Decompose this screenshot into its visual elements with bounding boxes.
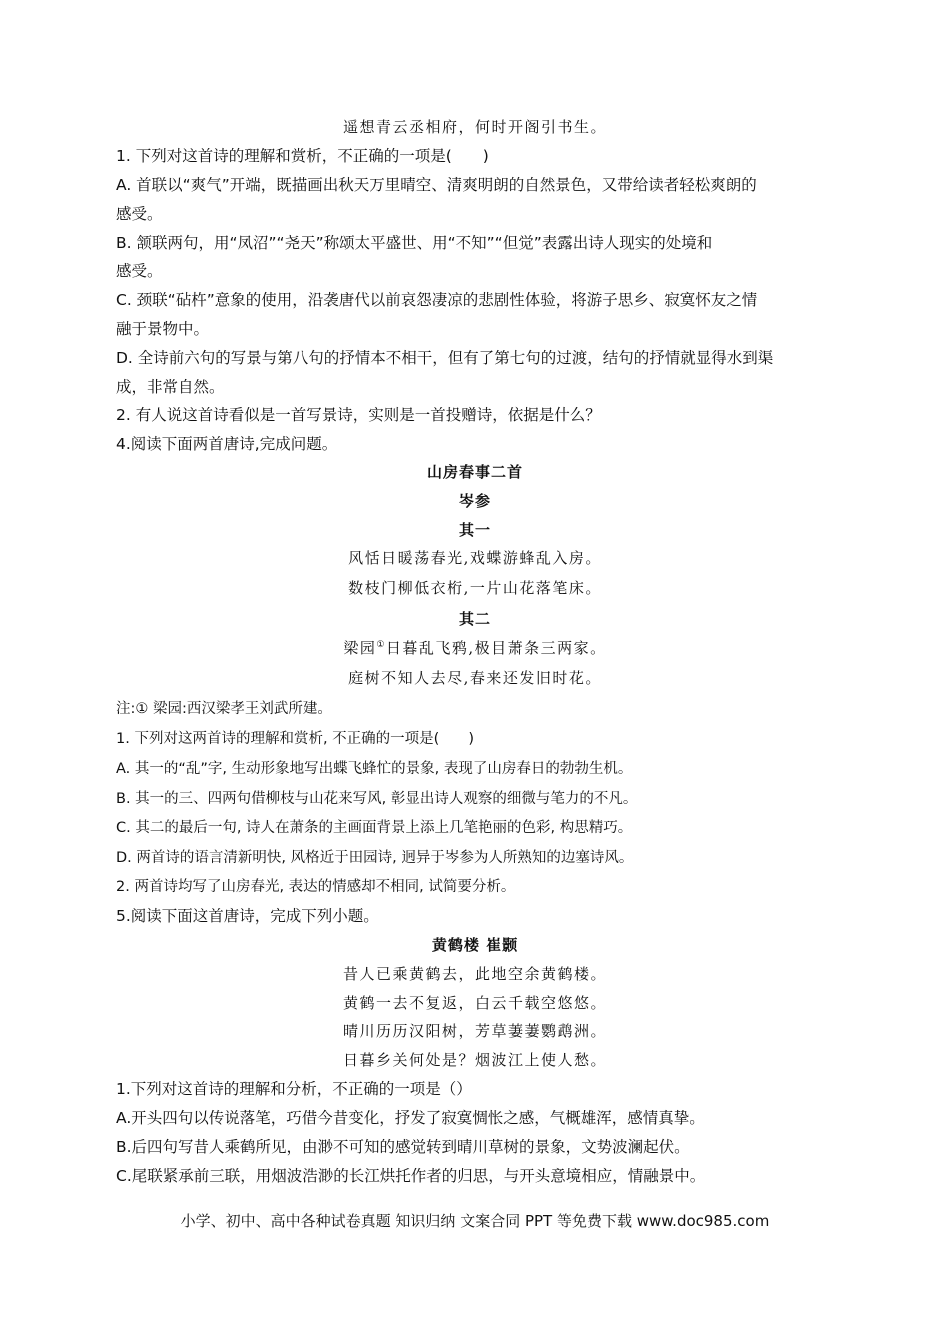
- question-2: 2. 有人说这首诗看似是一首写景诗，实则是一首投赠诗，依据是什么？: [116, 406, 601, 424]
- poem-2-line-2: 庭树不知人去尽,春来还发旧时花。: [348, 669, 602, 687]
- option-b: B.后四句写昔人乘鹤所见，由渺不可知的感觉转到晴川草树的景象，文势波澜起伏。: [116, 1138, 690, 1156]
- poem-2-line-1-rest: 日暮乱飞鸦,极目萧条三两家。: [385, 639, 607, 657]
- poem-1-line-1: 风恬日暖荡春光,戏蝶游蜂乱入房。: [348, 549, 602, 567]
- option-c: C.尾联紧承前三联，用烟波浩渺的长江烘托作者的归思，与开头意境相应，情融景中。: [116, 1167, 706, 1185]
- poem-line-4: 日暮乡关何处是？烟波江上使人愁。: [342, 1051, 607, 1069]
- option-a-line2: 感受。: [116, 205, 163, 223]
- option-d-line2: 成，非常自然。: [116, 378, 225, 396]
- question-1: 1. 下列对这两首诗的理解和赏析, 不正确的一项是( ): [116, 731, 474, 747]
- poem-2-line-1: [0, 638, 950, 658]
- section-4-heading: 4.阅读下面两首唐诗,完成问题。: [116, 435, 338, 453]
- poem-1-line-2: 数枝门柳低衣桁,一片山花落笔床。: [348, 579, 602, 597]
- poem-line-3: 晴川历历汉阳树，芳草萋萋鹦鹉洲。: [342, 1022, 607, 1040]
- footnote: 注:① 梁园:西汉梁孝王刘武所建。: [116, 701, 332, 717]
- poem-line-1: 昔人已乘黄鹤去，此地空余黄鹤楼。: [342, 965, 607, 983]
- poem-title: 黄鹤楼 崔颢: [431, 936, 519, 954]
- option-a: A. 其一的“乱”字, 生动形象地写出蝶飞蜂忙的景象, 表现了山房春日的勃勃生机。: [116, 761, 633, 777]
- poem-title: 山房春事二首: [426, 463, 523, 481]
- question-1: 1. 下列对这首诗的理解和赏析，不正确的一项是( ): [116, 147, 489, 165]
- option-b-line2: 感受。: [116, 262, 163, 280]
- poem-subtitle-2: 其二: [458, 610, 491, 628]
- footnote-marker: ①: [376, 640, 386, 650]
- section-5-heading: 5.阅读下面这首唐诗，完成下列小题。: [116, 907, 379, 925]
- option-c-line1: C. 颈联“砧杵”意象的使用，沿袭唐代以前哀怨凄凉的悲剧性体验，将游子思乡、寂寞怀友之情: [116, 291, 758, 309]
- question-1: 1.下列对这首诗的理解和分析，不正确的一项是（）: [116, 1080, 472, 1098]
- poem-author: 岑参: [458, 492, 491, 510]
- option-d: D. 两首诗的语言清新明快, 风格近于田园诗, 迥异于岑参为人所熟知的边塞诗风。: [116, 850, 634, 866]
- poem-subtitle-1: 其一: [458, 521, 491, 539]
- place-name: 梁园: [343, 639, 377, 657]
- poem-line-2: 黄鹤一去不复返，白云千载空悠悠。: [342, 994, 607, 1012]
- option-c: C. 其二的最后一句, 诗人在萧条的主画面背景上添上几笔艳丽的色彩, 构思精巧。: [116, 820, 633, 836]
- option-d-line1: D. 全诗前六句的写景与第八句的抒情本不相干，但有了第七句的过渡，结句的抒情就显得水到渠: [116, 349, 774, 367]
- option-a-line1: A. 首联以“爽气”开端，既描画出秋天万里晴空、清爽明朗的自然景色，又带给读者轻松爽朗的: [116, 176, 757, 194]
- poem-last-line: 遥想青云丞相府，何时开阁引书生。: [342, 118, 607, 136]
- option-a: A.开头四句以传说落笔，巧借今昔变化，抒发了寂寞惆怅之感，气概雄浑，感情真挚。: [116, 1109, 705, 1127]
- page-footer: 小学、初中、高中各种试卷真题 知识归纳 文案合同 PPT 等免费下载 www.doc985.com: [180, 1212, 770, 1230]
- question-2: 2. 两首诗均写了山房春光, 表达的情感却不相同, 试简要分析。: [116, 879, 516, 895]
- option-b-line1: B. 颔联两句，用“凤沼”“尧天”称颂太平盛世、用“不知”“但觉”表露出诗人现实的处境和: [116, 234, 713, 252]
- option-c-line2: 融于景物中。: [116, 320, 210, 338]
- option-b: B. 其一的三、四两句借柳枝与山花来写风, 彰显出诗人观察的细微与笔力的不凡。: [116, 791, 638, 807]
